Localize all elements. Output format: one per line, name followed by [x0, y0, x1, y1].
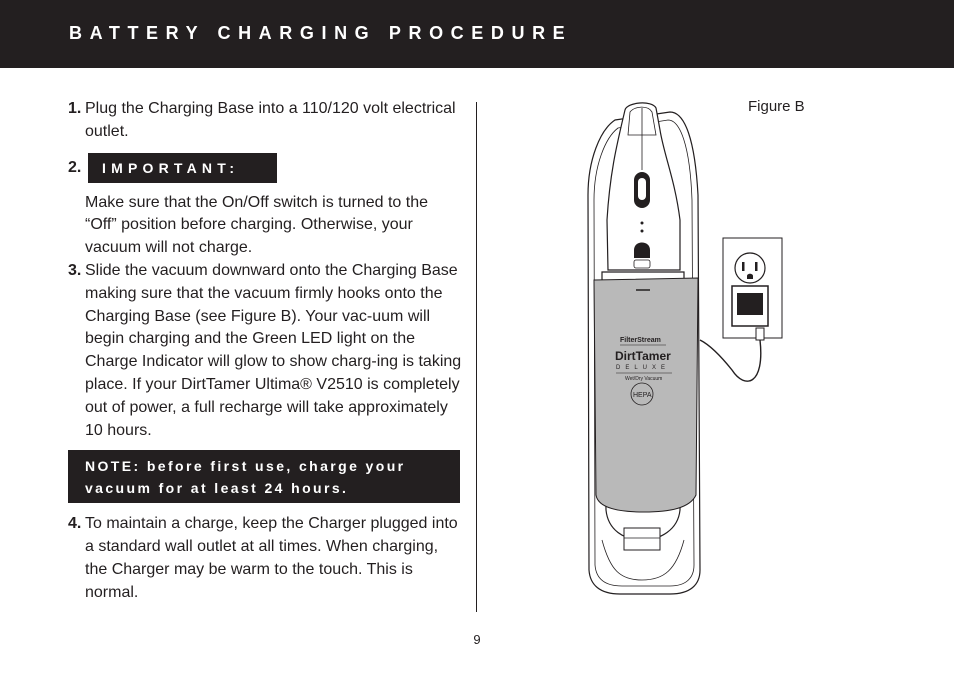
vacuum-charging-illustration — [580, 100, 790, 600]
step-4 — [68, 513, 464, 604]
instructions-column — [68, 98, 464, 605]
brand-dirttamer: DirtTamer — [615, 349, 671, 363]
brand-filterstream: FilterStream — [620, 337, 661, 344]
step-2-header — [68, 153, 464, 183]
step-3-number: 3. — [68, 261, 82, 279]
brand-deluxe: DELUXE — [616, 365, 671, 371]
figure-label: Figure B — [748, 98, 805, 115]
page-number: 9 — [473, 632, 481, 647]
brand-tagline: Wet/Dry Vacuum — [625, 376, 663, 382]
page-title: BATTERY CHARGING PROCEDURE — [69, 23, 573, 43]
step-3-text: Slide the vacuum downward onto the Charging Base making sure that the vacuum firmly hooks onto the Charging Base (see Figure B). Your vac-uum will begin charging and the Green LED light on the Charge Indicator will glow to show charg-ing is taking place. If your DirtTamer Ultima® V2510 is completely out of power, a full recharge will take approximately 10 hours. — [85, 261, 462, 439]
step-1 — [68, 98, 464, 144]
step-1-text: Plug the Charging Base into a 110/120 volt electrical outlet. — [85, 100, 456, 140]
important-label: IMPORTANT: — [88, 153, 277, 183]
column-divider — [476, 102, 477, 612]
step-2-text: Make sure that the On/Off switch is turned to the “Off” position before charging. Otherwise, your vacuum will not charge. — [85, 193, 428, 257]
header-bar — [0, 0, 954, 68]
step-1-number: 1. — [68, 100, 82, 117]
note-box: NOTE: before first use, charge your vacuum for at least 24 hours. — [68, 450, 460, 503]
step-2-number: 2. — [68, 158, 82, 176]
step-4-number: 4. — [68, 515, 82, 533]
step-3 — [68, 260, 464, 442]
hepa-badge: HEPA — [633, 392, 652, 399]
step-4-text: To maintain a charge, keep the Charger plugged into a standard wall outlet at all times. When charging, the Charger may be warm to the touch. This is normal. — [85, 515, 458, 601]
